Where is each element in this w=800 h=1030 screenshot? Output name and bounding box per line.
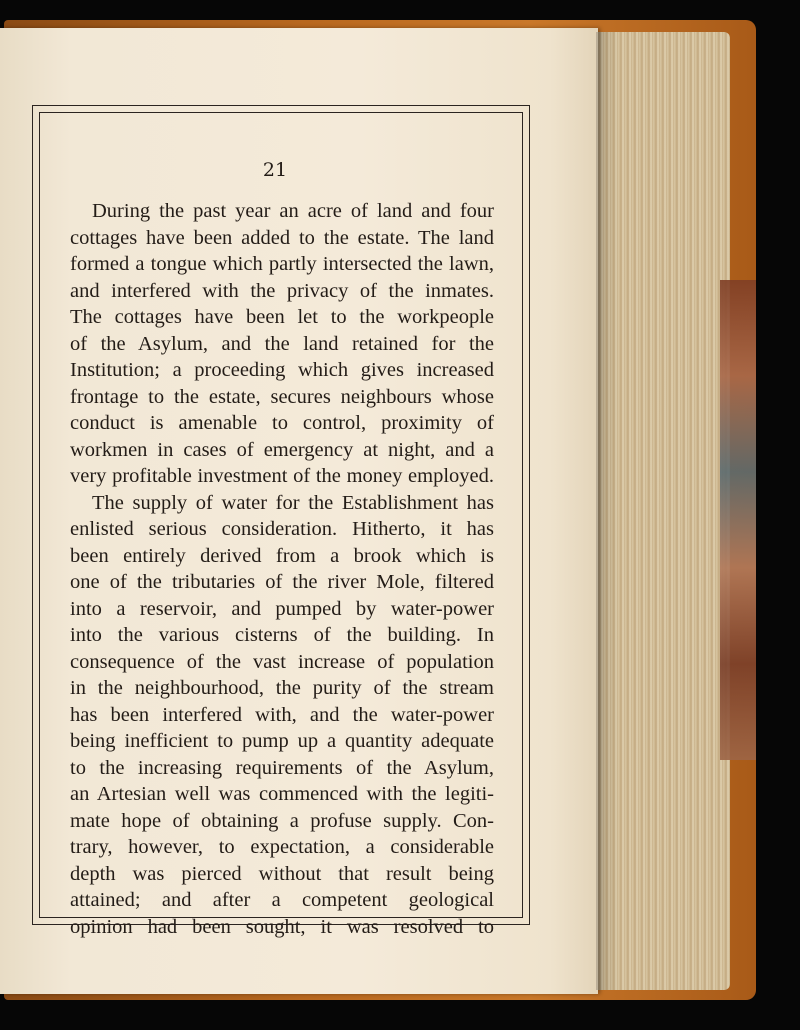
text-line: has been interfered with, and the water-power <box>70 703 494 726</box>
text-line: been entirely derived from a brook which is <box>70 544 494 567</box>
text-line: consequence of the vast increase of population <box>70 650 494 673</box>
text-line: The cottages have been let to the workpeople <box>70 306 494 328</box>
text-line: frontage to the estate, secures neighbours whose <box>70 385 494 408</box>
text-line: Institution; a proceeding which gives increased <box>70 359 494 381</box>
text-line: trary, however, to expectation, a considerable <box>70 836 494 858</box>
text-line: one of the tributaries of the river Mole, filtered <box>70 571 494 593</box>
text-line: in the neighbourhood, the purity of the stream <box>70 677 494 699</box>
text-line: to the increasing requirements of the Asylum, <box>70 756 494 779</box>
text-line: opinion had been sought, it was resolved to <box>70 915 494 938</box>
text-line: very profitable investment of the money employed. <box>70 465 494 487</box>
page-body-text <box>70 198 494 940</box>
text-line: an Artesian well was commenced with the legiti- <box>70 783 494 805</box>
text-line: The supply of water for the Establishment has <box>92 491 494 514</box>
text-line: conduct is amenable to control, proximity of <box>70 412 494 434</box>
text-line: formed a tongue which partly intersected the lawn, <box>70 253 494 275</box>
page-gutter-shadow <box>596 32 618 990</box>
text-line: mate hope of obtaining a profuse supply. Con- <box>70 809 494 832</box>
text-line: depth was pierced without that result being <box>70 862 494 885</box>
text-line: enlisted serious consideration. Hitherto, it has <box>70 518 494 540</box>
marbled-edge <box>720 280 756 760</box>
text-line: into a reservoir, and pumped by water-power <box>70 597 494 620</box>
book-page <box>0 28 598 994</box>
text-line: into the various cisterns of the building. In <box>70 624 494 646</box>
text-line: attained; and after a competent geological <box>70 889 494 911</box>
text-line: cottages have been added to the estate. The land <box>70 226 494 249</box>
text-line: During the past year an acre of land and four <box>92 200 494 222</box>
text-line: being inefficient to pump up a quantity adequate <box>70 730 494 752</box>
text-line: of the Asylum, and the land retained for the <box>70 332 494 355</box>
text-line: workmen in cases of emergency at night, and a <box>70 438 494 461</box>
text-line: and interfered with the privacy of the inmates. <box>70 279 494 302</box>
page-number: 21 <box>262 159 288 181</box>
